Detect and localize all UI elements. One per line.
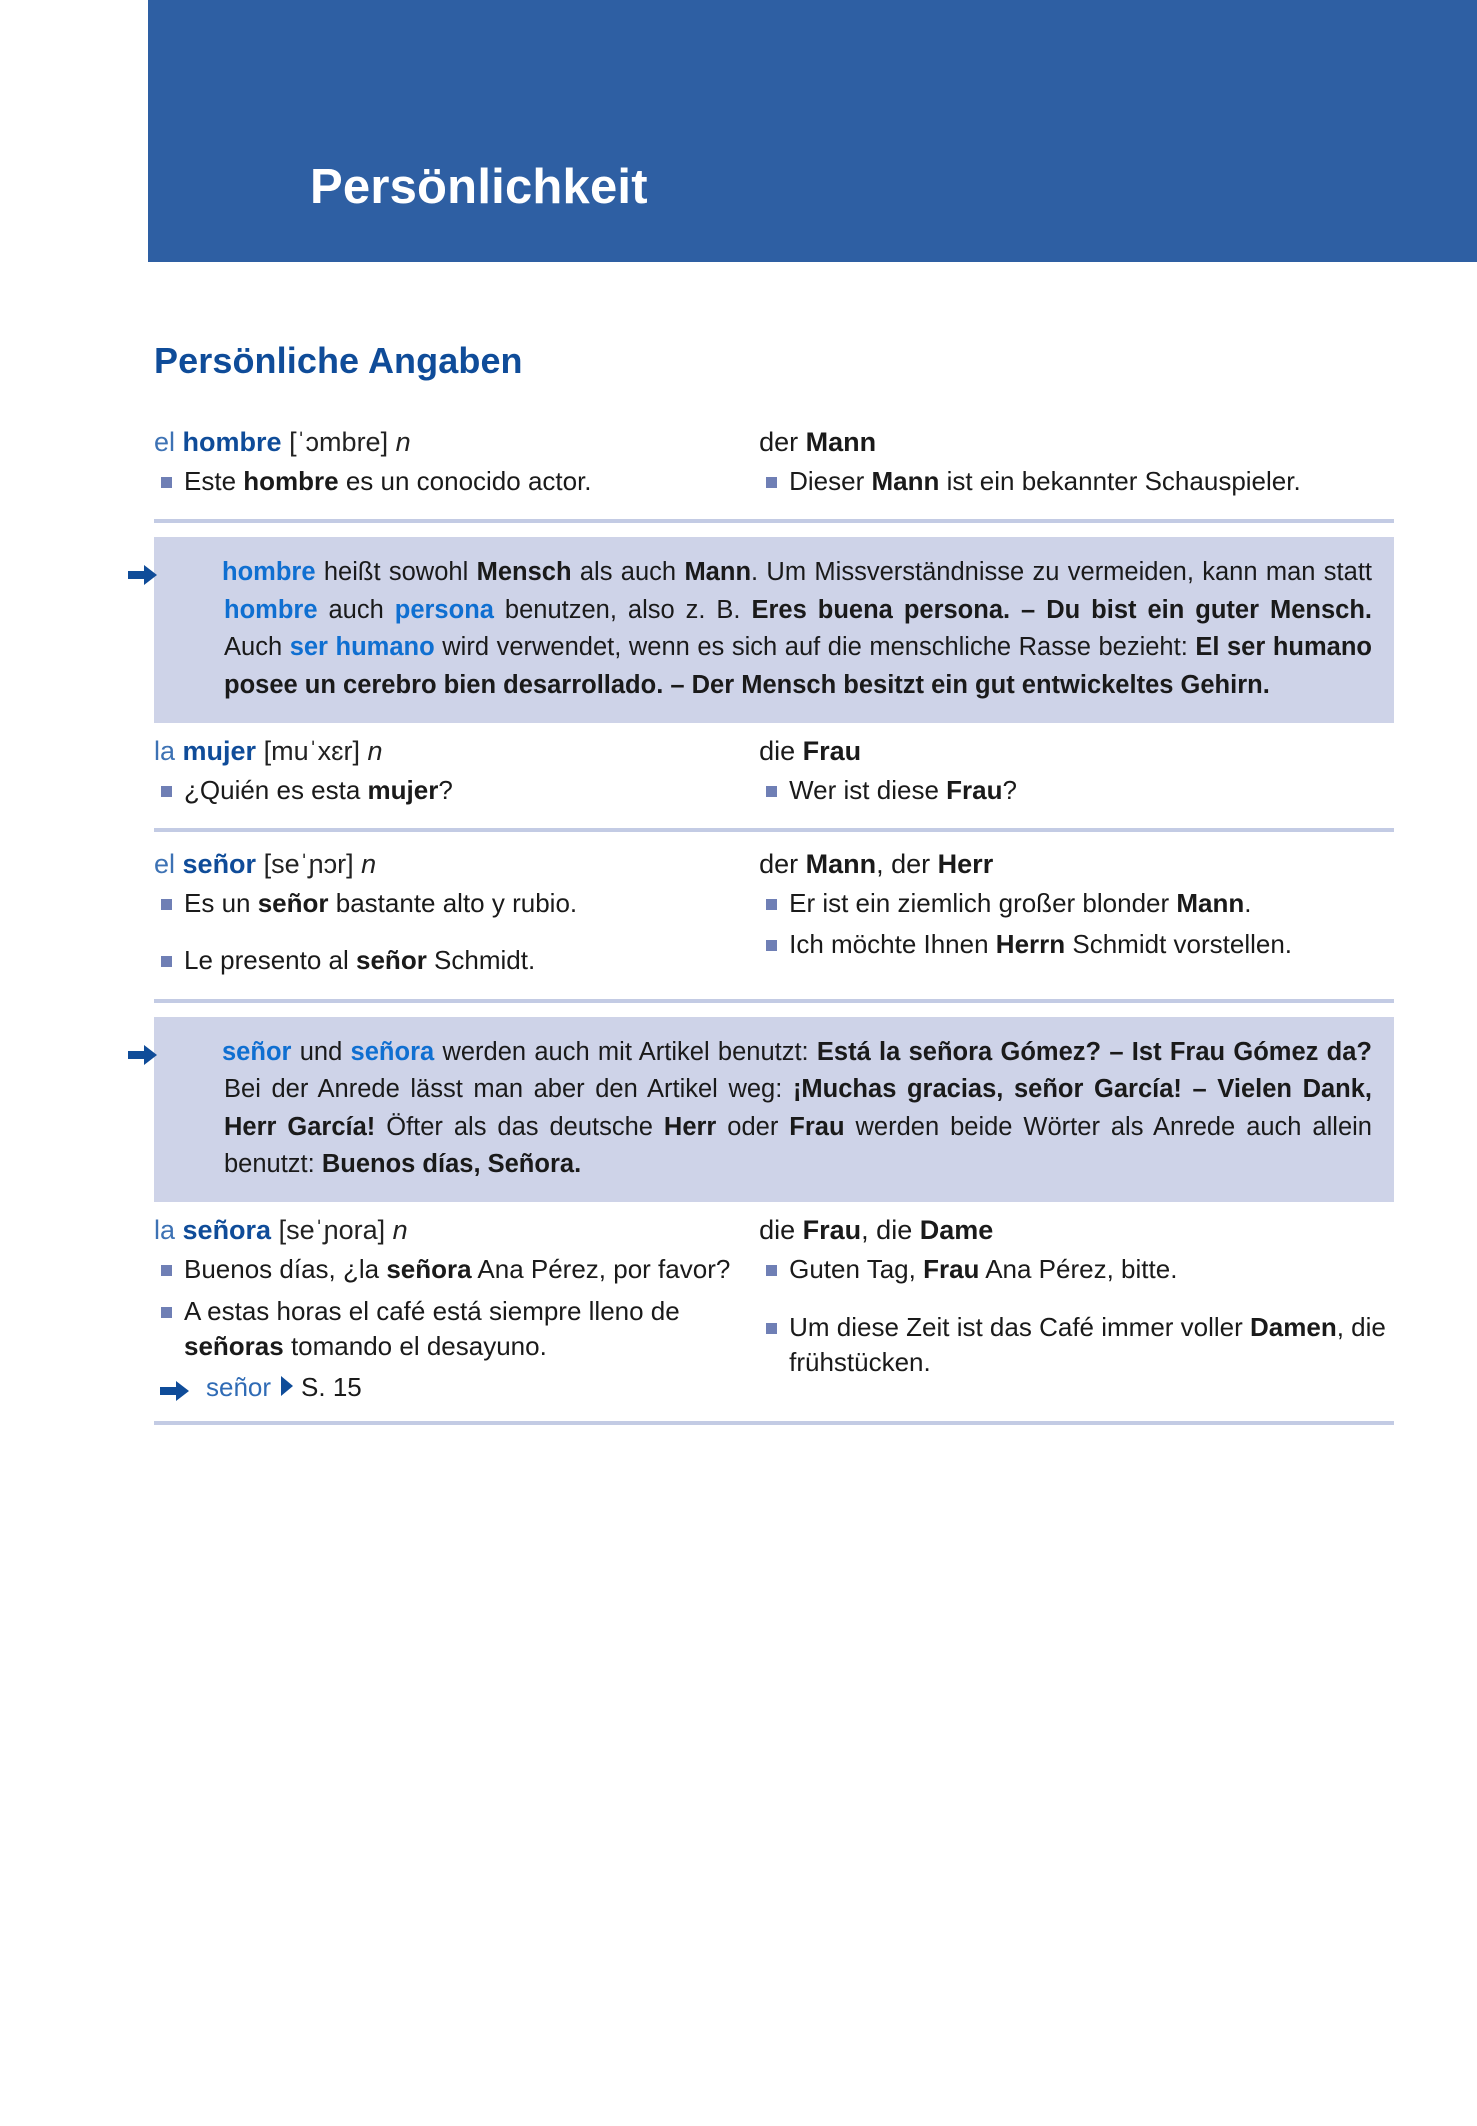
note-plain-text: heißt sowohl: [315, 558, 477, 587]
gloss-term-2: Herr: [937, 849, 994, 880]
triangle-right-icon: [279, 1371, 295, 1406]
divider: [154, 999, 1394, 1003]
pronunciation: [muˈxɛr]: [263, 736, 360, 767]
gloss-line-mujer: [759, 733, 1394, 770]
gloss-term-2: Dame: [919, 1215, 994, 1246]
note-bold-text: Mann: [684, 558, 752, 587]
pronunciation: [seˈɲɔr]: [263, 849, 354, 880]
article: la: [154, 736, 183, 767]
note-spanish-term: ser humano: [289, 633, 435, 662]
page-content: [148, 340, 1394, 1439]
examples-es-hombre: [154, 464, 743, 499]
example-keyword: hombre: [243, 465, 339, 496]
example-text-post: ist ein bekannter Schauspieler.: [939, 465, 1301, 496]
list-item: [154, 943, 743, 978]
example-text-pre: Este: [184, 465, 244, 496]
arrow-right-icon: [176, 1040, 210, 1066]
example-text-post: Schmidt vorstellen.: [1065, 929, 1293, 960]
note-spanish-term: hombre: [222, 558, 316, 587]
page-title: Persönlichkeit: [310, 160, 648, 214]
list-item: [154, 886, 743, 921]
entry-hombre-spanish-column: [154, 424, 759, 505]
note-spanish-term: señor: [222, 1037, 292, 1066]
example-text-pre: Wer ist diese: [789, 774, 947, 805]
example-keyword: señor: [257, 887, 329, 918]
headword-line-senora: [154, 1212, 743, 1249]
example-text-pre: ¿Quién es esta: [184, 774, 368, 805]
entry-mujer-spanish-column: [154, 733, 759, 814]
entry-mujer: [148, 733, 1394, 814]
usage-note-hombre-text: [222, 558, 1372, 698]
note-bold-text: Frau: [789, 1112, 845, 1141]
headword[interactable]: mujer: [182, 736, 257, 767]
example-keyword: Frau: [923, 1254, 980, 1285]
headword-line-senor: [154, 846, 743, 883]
usage-note-senor: [154, 1017, 1394, 1203]
gloss-line-hombre: [759, 424, 1394, 461]
example-text-post: ?: [1002, 774, 1017, 805]
note-plain-text: Auch: [224, 633, 290, 662]
note-bold-text: Buenos días, Señora.: [321, 1149, 582, 1178]
examples-es-mujer: [154, 773, 743, 808]
part-of-speech: n: [395, 427, 411, 457]
example-text-pre: Guten Tag,: [789, 1254, 924, 1285]
spacer: [148, 1202, 1394, 1212]
example-text-post: Ana Pérez, por favor?: [471, 1254, 731, 1285]
spacer: [148, 723, 1394, 733]
examples-de-hombre: [759, 464, 1394, 499]
pronunciation: [ˈɔmbre]: [289, 427, 389, 457]
entry-senora: [148, 1212, 1394, 1406]
arrow-right-icon: [160, 1376, 194, 1402]
article: la: [154, 1215, 183, 1246]
example-keyword: mujer: [367, 774, 439, 805]
example-text-pre: Buenos días, ¿la: [184, 1254, 387, 1285]
headword[interactable]: señora: [182, 1215, 272, 1246]
note-plain-text: benutzen, also z. B.: [493, 595, 752, 624]
list-item: [154, 464, 743, 499]
list-item: [759, 773, 1394, 808]
part-of-speech: n: [361, 849, 377, 880]
gloss-middle: , die: [861, 1215, 920, 1246]
note-spanish-term: hombre: [224, 595, 318, 624]
note-plain-text: oder: [716, 1112, 790, 1141]
gloss-prefix: die: [759, 736, 803, 767]
examples-de-senora: [759, 1252, 1394, 1380]
article: el: [154, 427, 183, 457]
note-plain-text: auch: [317, 595, 395, 624]
example-text-pre: Le presento al: [184, 945, 357, 976]
example-text-pre: Um diese Zeit ist das Café immer voller: [789, 1311, 1251, 1342]
entry-hombre: [148, 424, 1394, 505]
note-plain-text: wird verwendet, wenn es sich auf die menschliche Rasse bezieht:: [434, 633, 1196, 662]
gloss-prefix: die: [759, 1215, 803, 1246]
usage-note-senor-text: [222, 1038, 1372, 1178]
list-item: [759, 886, 1394, 921]
example-text-post: Ana Pérez, bitte.: [979, 1254, 1178, 1285]
note-plain-text: werden beide Wörter als Anrede auch allein benutzt:: [224, 1112, 1372, 1178]
example-text-post: , die frühstücken.: [789, 1311, 1386, 1377]
entry-senor-spanish-column: [154, 846, 759, 984]
cross-reference[interactable]: [154, 1370, 743, 1406]
example-text-post: .: [1244, 887, 1252, 918]
page-header-banner: [148, 0, 1477, 262]
entry-hombre-german-column: [759, 424, 1394, 505]
headword-line-mujer: [154, 733, 743, 770]
gloss-line-senora: [759, 1212, 1394, 1249]
note-bold-text: El ser humano posee un cerebro bien desarrollado. – Der Mensch besitzt ein gut entwickeltes Gehirn.: [224, 633, 1372, 699]
gloss-prefix: der: [759, 427, 806, 457]
list-item: [154, 1294, 743, 1365]
example-text-post: ?: [438, 774, 453, 805]
example-text-pre: Ich möchte Ihnen: [789, 929, 996, 960]
example-text-pre: Er ist ein ziemlich großer blonder: [789, 887, 1177, 918]
headword[interactable]: hombre: [182, 427, 282, 457]
pronunciation: [seˈɲora]: [278, 1215, 386, 1246]
note-plain-text: . Um Missverständnisse zu vermeiden, kann man statt: [751, 558, 1372, 587]
part-of-speech: n: [392, 1215, 408, 1246]
gloss-term: Frau: [802, 1215, 862, 1246]
example-text-pre: A estas horas el café está siempre lleno de: [184, 1295, 680, 1326]
divider: [154, 828, 1394, 832]
usage-note-hombre: [154, 537, 1394, 723]
entry-senora-spanish-column: [154, 1212, 759, 1406]
example-text-post: tomando el desayuno.: [283, 1330, 547, 1361]
divider: [154, 519, 1394, 523]
examples-es-senor: [154, 886, 743, 979]
examples-de-mujer: [759, 773, 1394, 808]
example-keyword: señora: [386, 1254, 472, 1285]
cross-reference-page: S. 15: [301, 1372, 362, 1403]
list-item: [759, 927, 1394, 962]
example-keyword: señoras: [184, 1330, 284, 1361]
article: el: [154, 849, 183, 880]
note-bold-text: Mensch: [476, 558, 572, 587]
examples-de-senor: [759, 886, 1394, 963]
note-bold-text: Eres buena persona. – Du bist ein guter Mensch.: [751, 595, 1373, 624]
note-plain-text: werden auch mit Artikel benutzt:: [434, 1037, 817, 1066]
note-bold-text: Herr: [663, 1112, 717, 1141]
example-keyword: Frau: [946, 774, 1003, 805]
list-item: [759, 1252, 1394, 1287]
gloss-prefix: der: [759, 849, 806, 880]
note-plain-text: und: [291, 1037, 351, 1066]
cross-reference-word[interactable]: señor: [206, 1372, 272, 1403]
gloss-term: Mann: [805, 427, 877, 457]
example-keyword: Mann: [1176, 887, 1245, 918]
gloss-middle: , der: [876, 849, 938, 880]
example-keyword: Mann: [871, 465, 940, 496]
list-item: [759, 464, 1394, 499]
entry-senor: [148, 846, 1394, 984]
note-spanish-term: persona: [394, 595, 494, 624]
note-plain-text: als auch: [571, 558, 685, 587]
gloss-line-senor: [759, 846, 1394, 883]
example-text-post: bastante alto y rubio.: [328, 887, 578, 918]
headword[interactable]: señor: [182, 849, 257, 880]
example-text-pre: Es un: [184, 887, 258, 918]
gloss-term: Mann: [805, 849, 877, 880]
entry-senora-german-column: [759, 1212, 1394, 1406]
note-plain-text: Bei der Anrede lässt man aber den Artikel weg:: [224, 1075, 793, 1104]
headword-line-hombre: [154, 424, 743, 461]
divider: [154, 1421, 1394, 1425]
entry-mujer-german-column: [759, 733, 1394, 814]
examples-es-senora: [154, 1252, 743, 1364]
note-plain-text: Öfter als das deutsche: [375, 1112, 664, 1141]
example-keyword: señor: [356, 945, 427, 976]
note-spanish-term: señora: [350, 1037, 435, 1066]
section-title: Persönliche Angaben: [154, 340, 523, 381]
entry-senor-german-column: [759, 846, 1394, 984]
example-text-post: es un conocido actor.: [338, 465, 592, 496]
note-bold-text: ¡Muchas gracias, señor García! – Vielen Dank, Herr García!: [224, 1075, 1373, 1141]
example-keyword: Herrn: [995, 929, 1066, 960]
list-item: [759, 1310, 1394, 1381]
example-keyword: Damen: [1250, 1311, 1337, 1342]
example-text-pre: Dieser: [789, 465, 872, 496]
example-text-post: Schmidt.: [426, 945, 536, 976]
note-bold-text: Está la señora Gómez? – Ist Frau Gómez da?: [816, 1037, 1372, 1066]
gloss-term: Frau: [802, 736, 862, 767]
list-item: [154, 773, 743, 808]
list-item: [154, 1252, 743, 1287]
part-of-speech: n: [367, 736, 383, 767]
arrow-right-icon: [176, 560, 210, 586]
